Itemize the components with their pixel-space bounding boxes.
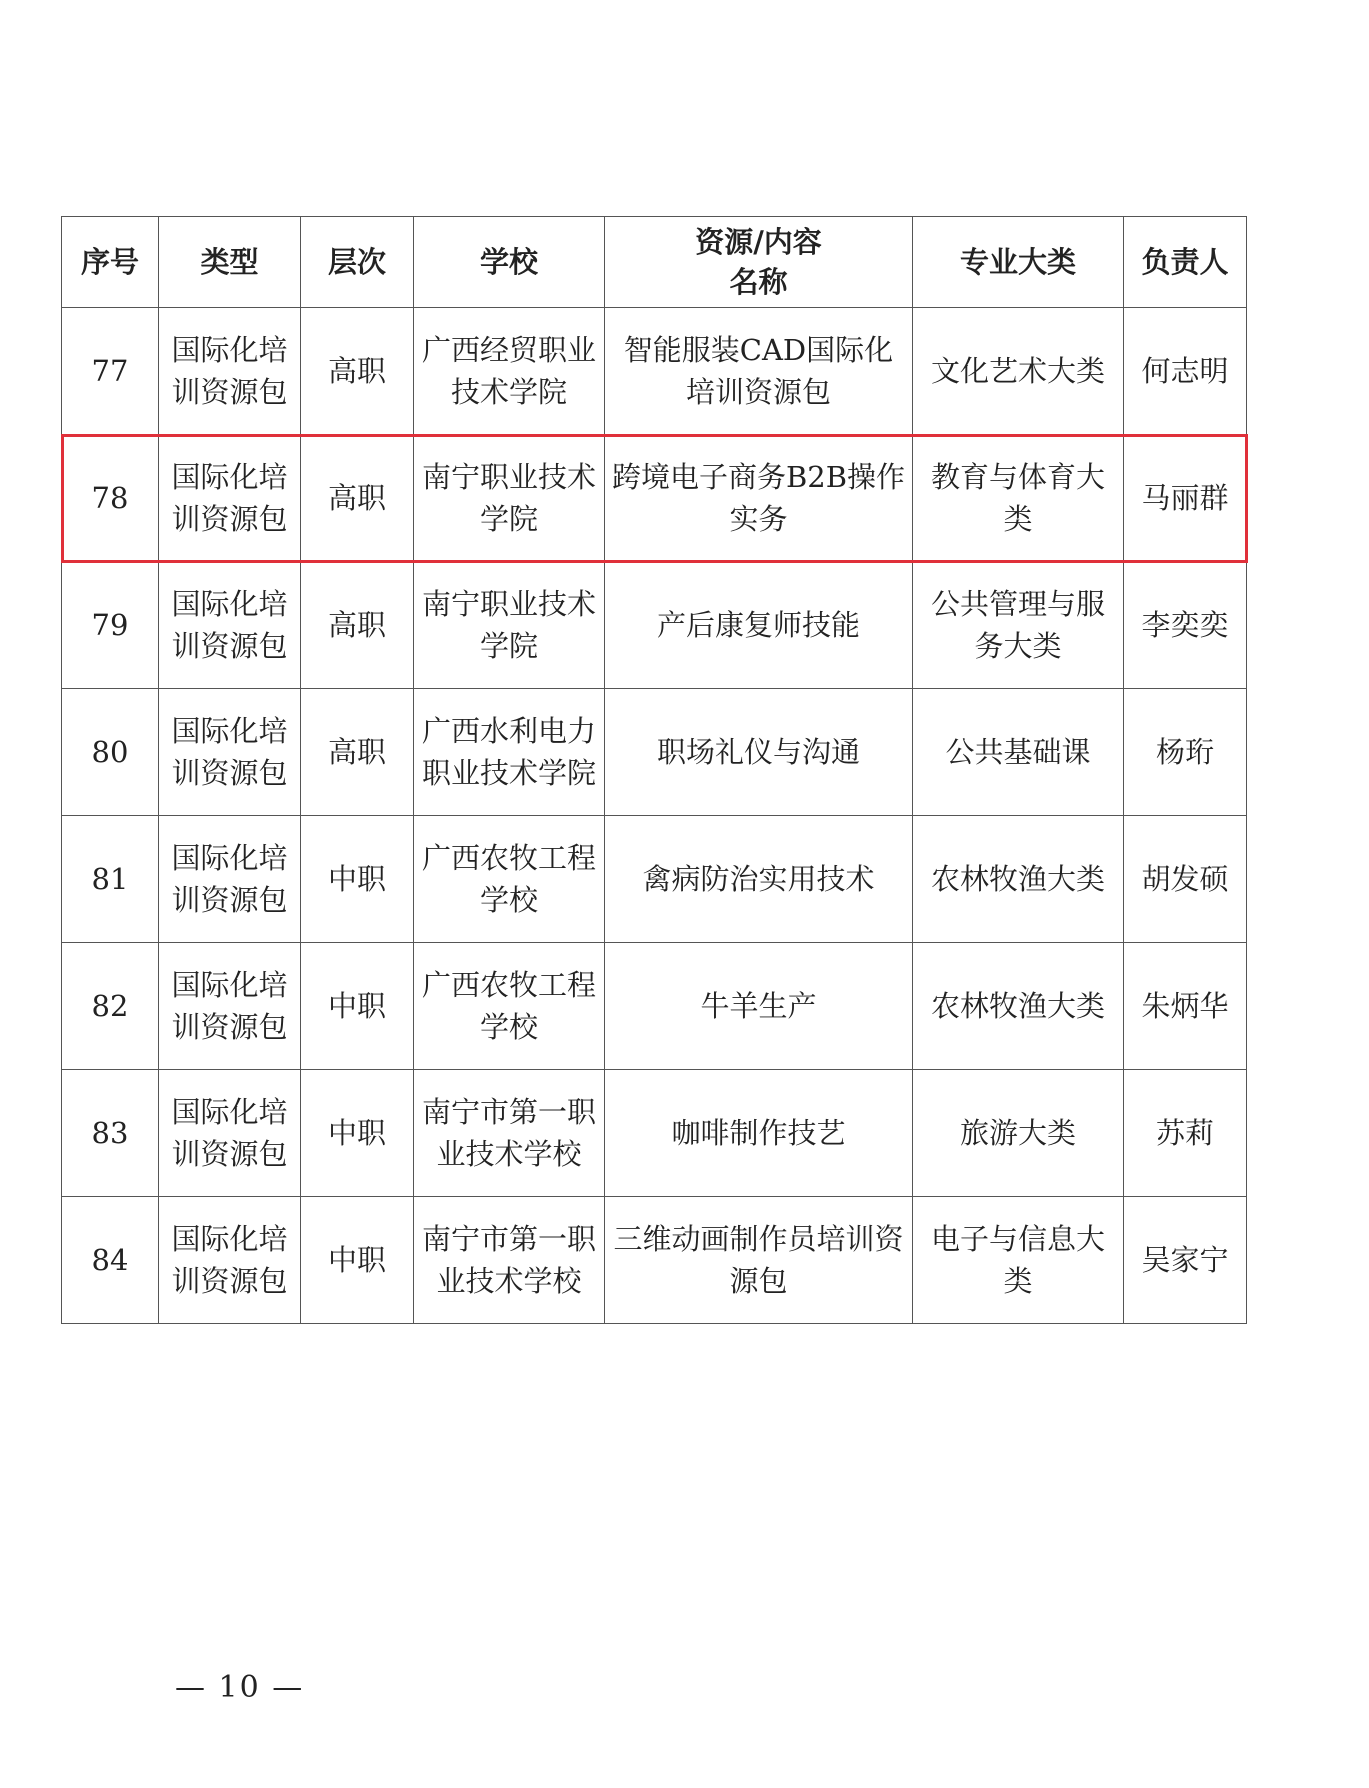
cell-person-in-charge: 马丽群 [1124, 435, 1247, 562]
cell-person-in-charge: 杨珩 [1124, 689, 1247, 816]
cell-resource-name: 牛羊生产 [605, 943, 913, 1070]
cell-resource-name: 三维动画制作员培训资源包 [605, 1197, 913, 1324]
resource-table [61, 216, 1247, 1324]
cell-type: 国际化培训资源包 [159, 1197, 301, 1324]
cell-type: 国际化培训资源包 [159, 308, 301, 435]
cell-type: 国际化培训资源包 [159, 816, 301, 943]
cell-type: 国际化培训资源包 [159, 562, 301, 689]
cell-major-category: 旅游大类 [913, 1070, 1124, 1197]
cell-person-in-charge: 何志明 [1124, 308, 1247, 435]
header-person-in-charge: 负责人 [1124, 217, 1247, 308]
header-resource-name: 资源/内容 名称 [605, 217, 913, 308]
cell-major-category: 文化艺术大类 [913, 308, 1124, 435]
table-row [62, 308, 1247, 435]
cell-resource-name: 产后康复师技能 [605, 562, 913, 689]
cell-index: 81 [62, 816, 159, 943]
cell-school: 南宁职业技术学院 [414, 562, 605, 689]
table-row [62, 943, 1247, 1070]
cell-major-category: 教育与体育大类 [913, 435, 1124, 562]
cell-index: 82 [62, 943, 159, 1070]
cell-school: 南宁职业技术学院 [414, 435, 605, 562]
cell-index: 77 [62, 308, 159, 435]
cell-index: 78 [62, 435, 159, 562]
cell-school: 南宁市第一职业技术学校 [414, 1197, 605, 1324]
header-school: 学校 [414, 217, 605, 308]
cell-major-category: 农林牧渔大类 [913, 816, 1124, 943]
cell-person-in-charge: 李奕奕 [1124, 562, 1247, 689]
header-type: 类型 [159, 217, 301, 308]
header-level: 层次 [301, 217, 414, 308]
cell-person-in-charge: 胡发硕 [1124, 816, 1247, 943]
cell-person-in-charge: 吴家宁 [1124, 1197, 1247, 1324]
table-row [62, 689, 1247, 816]
cell-school: 广西经贸职业技术学院 [414, 308, 605, 435]
cell-school: 广西农牧工程学校 [414, 943, 605, 1070]
cell-level: 中职 [301, 943, 414, 1070]
cell-school: 广西农牧工程学校 [414, 816, 605, 943]
cell-index: 80 [62, 689, 159, 816]
cell-school: 南宁市第一职业技术学校 [414, 1070, 605, 1197]
cell-resource-name: 智能服装CAD国际化培训资源包 [605, 308, 913, 435]
cell-index: 79 [62, 562, 159, 689]
cell-index: 83 [62, 1070, 159, 1197]
table-header-row [62, 217, 1247, 308]
cell-major-category: 公共基础课 [913, 689, 1124, 816]
cell-major-category: 农林牧渔大类 [913, 943, 1124, 1070]
cell-level: 高职 [301, 435, 414, 562]
cell-person-in-charge: 朱炳华 [1124, 943, 1247, 1070]
cell-type: 国际化培训资源包 [159, 1070, 301, 1197]
table-row [62, 1197, 1247, 1324]
cell-level: 中职 [301, 1070, 414, 1197]
cell-level: 中职 [301, 816, 414, 943]
cell-type: 国际化培训资源包 [159, 435, 301, 562]
table-row [62, 435, 1247, 562]
resource-table-container [61, 216, 1247, 1324]
cell-major-category: 电子与信息大类 [913, 1197, 1124, 1324]
cell-level: 高职 [301, 308, 414, 435]
table-row [62, 562, 1247, 689]
cell-level: 中职 [301, 1197, 414, 1324]
cell-level: 高职 [301, 562, 414, 689]
cell-person-in-charge: 苏莉 [1124, 1070, 1247, 1197]
cell-type: 国际化培训资源包 [159, 943, 301, 1070]
cell-index: 84 [62, 1197, 159, 1324]
table-row [62, 816, 1247, 943]
cell-type: 国际化培训资源包 [159, 689, 301, 816]
table-row [62, 1070, 1247, 1197]
cell-major-category: 公共管理与服务大类 [913, 562, 1124, 689]
cell-resource-name: 禽病防治实用技术 [605, 816, 913, 943]
cell-resource-name: 跨境电子商务B2B操作实务 [605, 435, 913, 562]
header-major-category: 专业大类 [913, 217, 1124, 308]
cell-level: 高职 [301, 689, 414, 816]
cell-resource-name: 咖啡制作技艺 [605, 1070, 913, 1197]
cell-school: 广西水利电力职业技术学院 [414, 689, 605, 816]
table-body [62, 308, 1247, 1324]
header-index: 序号 [62, 217, 159, 308]
page-number: — 10 — [175, 1670, 305, 1705]
cell-resource-name: 职场礼仪与沟通 [605, 689, 913, 816]
